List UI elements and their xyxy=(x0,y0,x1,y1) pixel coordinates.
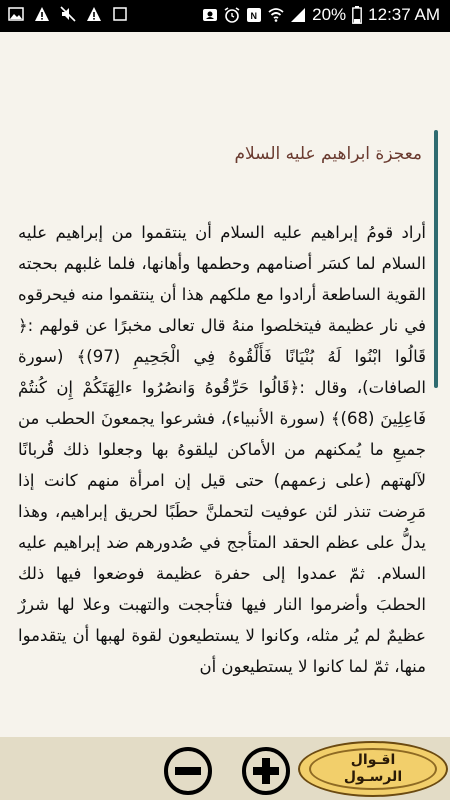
scrollbar[interactable] xyxy=(434,130,438,388)
battery-percent: 20% xyxy=(312,5,347,24)
logo-line1: اقـوال xyxy=(350,752,396,768)
zoom-out-button[interactable] xyxy=(164,747,212,795)
clock: 12:37 AM xyxy=(368,5,440,24)
plus-icon-vertical xyxy=(262,758,270,784)
status-bar xyxy=(0,0,450,32)
logo-line2: الرسـول xyxy=(343,769,403,785)
wifi-icon xyxy=(268,7,284,23)
system-status xyxy=(202,5,440,25)
svg-text:N: N xyxy=(250,11,258,21)
profile-icon xyxy=(202,7,218,23)
nfc-icon xyxy=(246,7,262,23)
warning-icon xyxy=(34,6,50,22)
alarm-icon xyxy=(224,7,240,23)
notification-icons xyxy=(8,6,128,22)
battery-icon xyxy=(352,6,362,24)
empty-box-icon xyxy=(112,6,128,22)
muted-icon xyxy=(60,6,76,22)
article-body: أراد قومُ إبراهيم عليه السلام أن ينتقموا من إبراهيم عليه السلام لما كسَر أصنامهم وحطمها وأهانها، فلما غلبهم بحجته القوية الساطعة أرادوا مع ملكهم هذا أن ينتقموا منه فيحرقوه في نار عظيمة فيتخلصوا منهُ قال تعالى مخبرًا عن قولهم :﴿ قَالُوا ابْنُوا لَهُ بُنْيَانًا فَأَلْقُوهُ فِي الْجَحِيمِ (97)﴾ (سورة الصافات)، وقال :﴿قَالُوا حَرِّقُوهُ وَانصُرُوا ءالِهَتَكُمْ إِن كُنتُمْ فَاعِلِينَ (68)﴾ (سورة الأنبياء)، فشرعوا يجمعونَ الحطب من جميعِ ما يُمكنهم من الأماكن ليلقوهُ بها وجعلوا ذلك قُربانًا لآلهتهم (على زعمهم) حتى قيل إن امرأة منهم كانت إذا مَرِضت تنذر لئن عوفيت لتحملنَّ حطَبًا لحريق إبراهيم، وهذا يدلُّ على عظم الحقد المتأجج في صُدورهم ضد إبراهيم عليه السلام. ثمّ عمدوا إلى حفرة عظيمة فوضعوا فيها ذلك الحطبَ وأضرموا النار فيها فتأججت والتهبت وعلا لها شررٌ عظيمٌ لم يُر مثله، وكانوا لا يستطيعون لقوة لهبها أن يتقدموا منها، ثمّ لما كانوا لا يستطيعون أن xyxy=(18,223,426,676)
article-view[interactable] xyxy=(0,32,450,737)
article-title: معجزة ابراهيم عليه السلام xyxy=(234,144,422,164)
signal-icon xyxy=(290,7,306,23)
warning-icon xyxy=(86,6,102,22)
app-logo-button[interactable] xyxy=(298,741,448,797)
zoom-in-button[interactable] xyxy=(242,747,290,795)
gallery-icon xyxy=(8,6,24,22)
minus-icon xyxy=(175,767,201,775)
logo-emblem xyxy=(309,748,437,790)
